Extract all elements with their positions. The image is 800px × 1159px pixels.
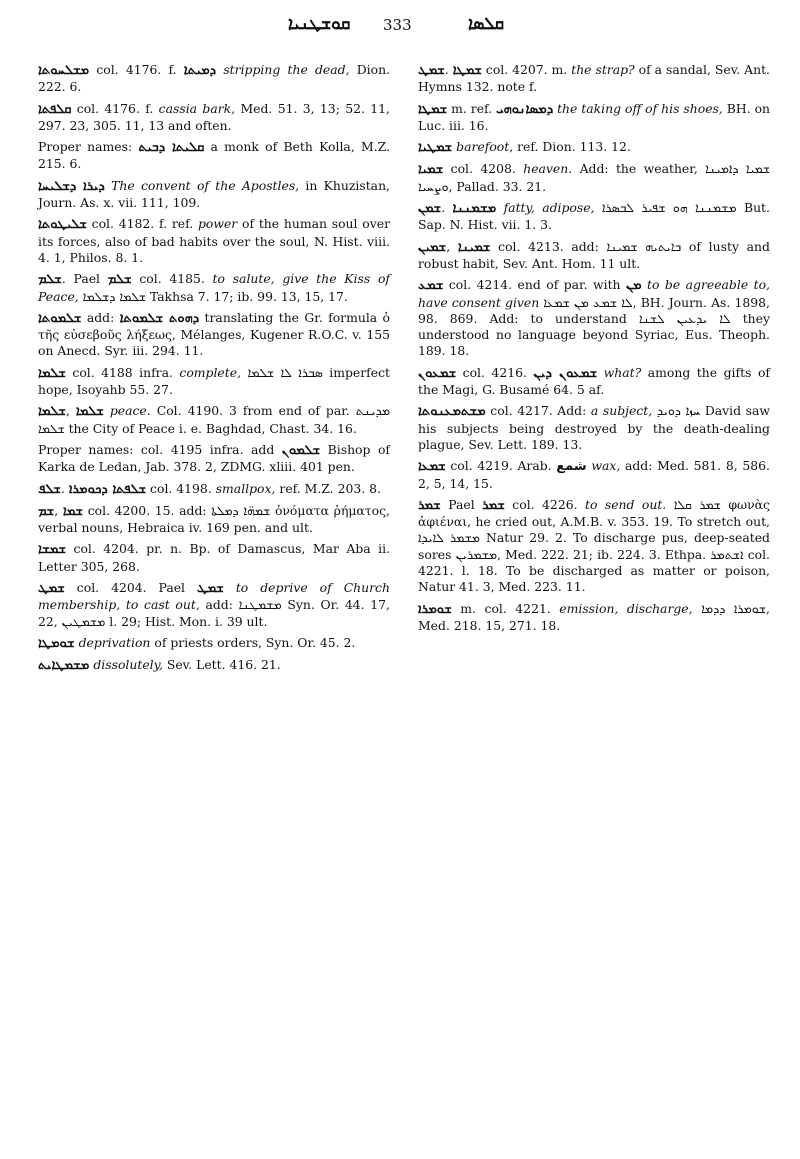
dictionary-entry bbox=[38, 62, 390, 96]
entry-text: col. 4226. bbox=[504, 496, 585, 512]
headword: ܫܠܝܛܘܬܐ bbox=[38, 217, 87, 233]
page-header bbox=[0, 14, 800, 40]
entry-text: col. 4185. bbox=[131, 271, 213, 287]
entry-text: . bbox=[444, 62, 453, 77]
dictionary-entry bbox=[418, 139, 770, 156]
running-head-right: ܩܠܣܐ bbox=[468, 14, 505, 34]
dictionary-entry bbox=[38, 481, 390, 498]
headword: ܫܡܝܢ bbox=[418, 239, 447, 255]
right-column bbox=[418, 62, 770, 639]
entry-reference: Sev. Lett. 416. 21. bbox=[162, 657, 281, 673]
entry-reference: BH. on Luc. iii. 16. bbox=[418, 100, 771, 133]
headword: ܫܠܡܘܬܐ bbox=[38, 310, 82, 326]
entry-reference: ܡܫܡܢܢܐ ܗܘ ܫܦܝܪ ܠܒܣܪܐ But. Sap. N. Hist. vii. 1. 3. bbox=[418, 200, 770, 233]
entry-text: col. 4217. Add: bbox=[485, 403, 591, 419]
entry-text: Pael bbox=[440, 496, 483, 512]
entry-text: col. 4188 infra. bbox=[65, 364, 180, 380]
gloss: smallpox, bbox=[215, 480, 276, 496]
entry-text: . bbox=[60, 480, 69, 496]
entry-reference: ܠܐ ܫܡܥ ܡܢ ܫܡܥܐ, BH. Journ. As. 1898, 98. 869. Add: to understand ܠܐ ܝܕܥܝܢ ܠܫܢܐ they understood no language beyond Syriac, Eus. Theoph. 189. 18. bbox=[418, 294, 770, 359]
gloss: to deprive of Church membership, to cast out, bbox=[38, 580, 390, 613]
headword: ܡܫܬܡܥܢܘܬܐ bbox=[418, 404, 486, 420]
dictionary-entry bbox=[38, 139, 390, 173]
entry-text: . Pael bbox=[61, 271, 108, 287]
entry-text: m. ref. bbox=[447, 100, 497, 116]
gloss: a subject, bbox=[590, 403, 653, 419]
entry-reference: ܫܡܗ̈ܐ ܕܡܠܬܐ ὀνόματα ῥήματος, verbal nouns, Hebraica iv. 169 pen. and ult. bbox=[38, 502, 390, 536]
entry-text: col. 4182. f. ref. bbox=[86, 216, 198, 232]
gloss: cassia bark, bbox=[158, 100, 236, 116]
dictionary-entry bbox=[38, 657, 390, 674]
headword: ܫܠܡ bbox=[38, 272, 62, 288]
entry-text bbox=[224, 580, 236, 595]
entry-reference: ὁ τῆς εὐσεβοῦς λήξεως, Mélanges, Kugener R.O.C. v. 155 on Anecd. Syr. iii. 294. 11. bbox=[38, 309, 391, 359]
gloss: complete, bbox=[179, 364, 242, 380]
entry-text: , bbox=[65, 403, 76, 419]
headword: ܫܠܡܐ bbox=[38, 365, 66, 381]
gloss: The convent of the Apostles, bbox=[111, 177, 300, 193]
syriac-phrase: ܕܡܣܐܢܘܗܝ bbox=[496, 101, 554, 117]
headword: ܫܡܛ bbox=[38, 581, 65, 597]
headword: ܫܡܫܐ bbox=[38, 542, 67, 558]
gloss: dissolutely, bbox=[93, 657, 163, 673]
dictionary-entry bbox=[38, 635, 390, 652]
entry-reference: Dion. 222. 6. bbox=[38, 62, 390, 95]
dictionary-entry bbox=[418, 62, 770, 96]
syriac-phrase: ܫܠܡܐ bbox=[75, 404, 104, 420]
headword: ܫܘܡܪܐ bbox=[418, 601, 452, 617]
gloss: emission, discharge, bbox=[559, 600, 693, 616]
dictionary-entry bbox=[38, 365, 390, 399]
entry-text: Proper names: bbox=[38, 139, 139, 155]
gloss: heaven. bbox=[523, 161, 573, 177]
entry-text: a monk of Beth Kolla, M.Z. 215. 6. bbox=[38, 139, 390, 172]
syriac-phrase: ܡܢ bbox=[626, 278, 642, 294]
syriac-phrase: ܕܡܝܬܐ bbox=[183, 63, 217, 78]
dictionary-entry bbox=[38, 216, 390, 266]
entry-reference: ܣܒܪܐ ܠܐ ܫܠܡܐ imperfect hope, Isoyahb 55. 27. bbox=[38, 364, 390, 398]
dictionary-entry bbox=[418, 200, 770, 234]
dictionary-entry bbox=[38, 271, 390, 305]
entry-text: col. 4213. add: bbox=[490, 238, 607, 254]
headword: ܡܫܡܛܐܝܬ bbox=[38, 658, 90, 674]
entry-text: col. 4216. bbox=[456, 364, 534, 380]
entry-reference: Med. 51. 3, 13; 52. 11, 297. 23, 305. 11, 13 and often. bbox=[38, 100, 390, 133]
syriac-phrase: ܫܠܦܬܐ ܕܟܘܡܪܐ bbox=[68, 481, 147, 497]
dictionary-entry bbox=[38, 310, 390, 360]
gloss: stripping the dead, bbox=[223, 62, 350, 77]
syriac-phrase: ܫܡܝܢܐ bbox=[457, 239, 491, 255]
headword: ܫܡܪ bbox=[418, 497, 441, 513]
entry-reference: ܫܠܡܐ ܕܫܠܡܐ Takhsa 7. 17; ib. 99. 13, 15, 17. bbox=[78, 288, 348, 304]
syriac-phrase: ܫܡܥܘܢ ܕܝܢ bbox=[533, 365, 598, 381]
syriac-phrase: ܕܗܘܬ ܫܠܡܘܬܐ bbox=[119, 310, 200, 326]
dictionary-entry bbox=[418, 101, 770, 135]
dictionary-entry bbox=[38, 178, 390, 212]
entry-text: . bbox=[441, 200, 453, 216]
entry-reference: Col. 4190. 3 from end of par. ܡܕܝܢܬ ܫܠܡܐ the City of Peace i. e. Baghdad, Chast. 34. 16. bbox=[38, 403, 390, 436]
entry-text: col. 4176. f. bbox=[71, 100, 159, 116]
dictionary-entry bbox=[38, 403, 390, 437]
entry-text: col. 4207. m. bbox=[481, 62, 572, 77]
dictionary-entry bbox=[418, 161, 770, 195]
headword: ܫܡ bbox=[38, 503, 55, 519]
dictionary-entry bbox=[418, 239, 770, 273]
headword: ܡܫܠܚܘܬܐ bbox=[38, 63, 90, 78]
dictionary-entry bbox=[418, 403, 770, 453]
entry-reference: add: Med. 581. 8, 586. 2, 5, 14, 15. bbox=[418, 458, 770, 491]
gloss: what? bbox=[603, 364, 642, 380]
entry-text: col. 4204. pr. n. Bp. of Damascus, Mar Aba ii. Letter 305, 268. bbox=[38, 541, 390, 574]
entry-text bbox=[496, 200, 503, 215]
syriac-phrase: شمع bbox=[556, 459, 587, 475]
headword: ܫܡܥܐ bbox=[418, 459, 446, 475]
entry-reference: ref. M.Z. 203. 8. bbox=[275, 480, 381, 496]
entry-text: col. 4219. Arab. bbox=[445, 458, 557, 474]
headword: ܫܠܦ bbox=[38, 481, 61, 497]
entry-text: m. col. 4221. bbox=[451, 600, 560, 616]
gloss: barefoot, bbox=[456, 139, 514, 155]
entry-text: Bishop of Karka de Ledan, Jab. 378. 2, ZDMG. xliii. 401 pen. bbox=[38, 441, 390, 475]
syriac-phrase: ܩܠܝܬܐ ܕܒܝܬ bbox=[138, 140, 205, 156]
entry-text: , bbox=[54, 502, 63, 518]
entry-reference: add: ܡܫܡܛܢܐ Syn. Or. 44. 17, 22, ܡܫܡܛܝܢ l. 29; Hist. Mon. i. 39 ult. bbox=[38, 597, 390, 629]
dictionary-entry bbox=[38, 541, 390, 575]
entry-reference: ref. Dion. 113. 12. bbox=[513, 139, 631, 155]
entry-reference: in Khuzistan, Journ. As. x. vii. 111, 109. bbox=[38, 177, 390, 211]
dictionary-entry bbox=[38, 442, 390, 476]
entry-reference: among the gifts of the Magi, G. Busamé 64. 5 af. bbox=[418, 364, 770, 398]
dictionary-entry bbox=[38, 101, 390, 135]
dictionary-entry bbox=[38, 580, 390, 630]
entry-reference: ܫܡܪ ܩܠܐ φωνὰς ἀφιέναι, he cried out, A.M.B. v. 353. 19. To stretch out, ܡܫܡܪ ܠܐܝܕܐ Natur 29. 2. To discharge pus, deep-seated sores ܡܫܡܪܝܢ, Med. 222. 21; ib. 224. 3. Ethpa. ܐܫܬܡܪ col. 4221. l. 18. To be discharged as matter or poison, Natur 41. 3, Med. 223. 11. bbox=[418, 496, 770, 595]
entry-text: col. 4176. f. bbox=[89, 62, 184, 77]
headword: ܫܠܡܐ bbox=[38, 404, 66, 420]
gloss: power bbox=[197, 216, 238, 232]
headword: ܫܡܥ bbox=[418, 278, 444, 294]
entry-text: col. 4214. end of par. with bbox=[443, 277, 626, 293]
headword: ܕܝܪܐ ܕܫܠܝܚܐ bbox=[38, 178, 105, 194]
entry-text: col. 4208. bbox=[443, 161, 524, 177]
left-column bbox=[38, 62, 390, 680]
gloss: to be agreeable to, have consent given bbox=[418, 277, 770, 310]
syriac-phrase: ܫܡܐ bbox=[62, 503, 84, 519]
entry-reference: ܚܙܐ ܕܘܝܕ David saw his subjects being destroyed by the death-dealing plague, Sev. Lett. 189. 13. bbox=[418, 403, 770, 452]
headword: ܫܡܛܝܐ bbox=[418, 140, 453, 156]
entry-reference: of priests orders, Syn. Or. 45. 2. bbox=[150, 634, 356, 650]
gloss: to salute, give the Kiss of Peace, bbox=[38, 271, 391, 304]
syriac-phrase: ܡܫܡܢܢܐ bbox=[452, 201, 497, 217]
dictionary-entry bbox=[38, 503, 390, 537]
entry-text: col. 4198. bbox=[146, 480, 216, 496]
dictionary-entry bbox=[418, 365, 770, 399]
entry-text: col. 4200. 15. add: bbox=[83, 502, 212, 518]
page-number: 333 bbox=[383, 16, 412, 34]
gloss: wax, bbox=[591, 458, 621, 474]
entry-text: Proper names: col. 4195 infra. add bbox=[38, 441, 282, 457]
entry-text: add: bbox=[81, 309, 120, 325]
syriac-phrase: ܫܡܪ bbox=[482, 497, 505, 513]
gloss: deprivation bbox=[78, 634, 151, 650]
entry-text: , bbox=[446, 238, 458, 254]
entry-text: col. 4204. Pael bbox=[64, 580, 198, 596]
headword: ܫܡܛܐ bbox=[418, 101, 448, 117]
gloss: to send out. bbox=[584, 496, 667, 512]
syriac-phrase: ܫܠܡ bbox=[107, 272, 132, 288]
entry-reference: Add: the weather, ܫܡܝܐ ܕܐܡܝܢܐ ܘܨܚܝܐ, Pallad. 33. 21. bbox=[418, 161, 770, 194]
headword: ܫܡܛ bbox=[418, 63, 445, 78]
syriac-phrase: ܫܡܛܐ bbox=[452, 63, 482, 78]
entry-reference: of the human soul over its forces, also of bad habits over the soul, N. Hist. viii. 4. 1, Philos. 8. 1. bbox=[38, 216, 390, 265]
headword: ܫܡܝܐ bbox=[418, 162, 444, 178]
dictionary-entry bbox=[418, 458, 770, 492]
running-head-left: ܩܘܫܛܢܝܐ bbox=[288, 14, 351, 34]
entry-text: translating the Gr. formula bbox=[199, 309, 383, 325]
gloss: peace. bbox=[109, 403, 151, 419]
syriac-phrase: ܫܠܡܘܢ bbox=[281, 442, 321, 458]
dictionary-entry bbox=[418, 497, 770, 596]
headword: ܫܘܡܛܐ bbox=[38, 635, 75, 651]
gloss: the strap? bbox=[571, 62, 635, 77]
dictionary-entry bbox=[418, 277, 770, 359]
syriac-phrase: ܫܡܛ bbox=[197, 581, 224, 597]
entry-reference: ܒܐܝܬܝܗ ܫܡܝܢܐ of lusty and robust habit, Sev. Ant. Hom. 11 ult. bbox=[418, 238, 770, 271]
gloss: the taking off of his shoes, bbox=[557, 100, 723, 116]
entry-reference: of a sandal, Sev. Ant. Hymns 132. note f. bbox=[418, 62, 770, 95]
headword: ܫܡܢ bbox=[418, 201, 442, 217]
gloss: fatty, adipose, bbox=[503, 200, 595, 216]
headword: ܫܡܥܘܢ bbox=[418, 365, 457, 381]
dictionary-entry bbox=[418, 601, 770, 635]
entry-reference: ܫܘܡܪܐ ܕܕܡܐ, Med. 218. 15, 271. 18. bbox=[418, 600, 770, 633]
headword: ܩܠܦܬܐ bbox=[38, 101, 72, 117]
